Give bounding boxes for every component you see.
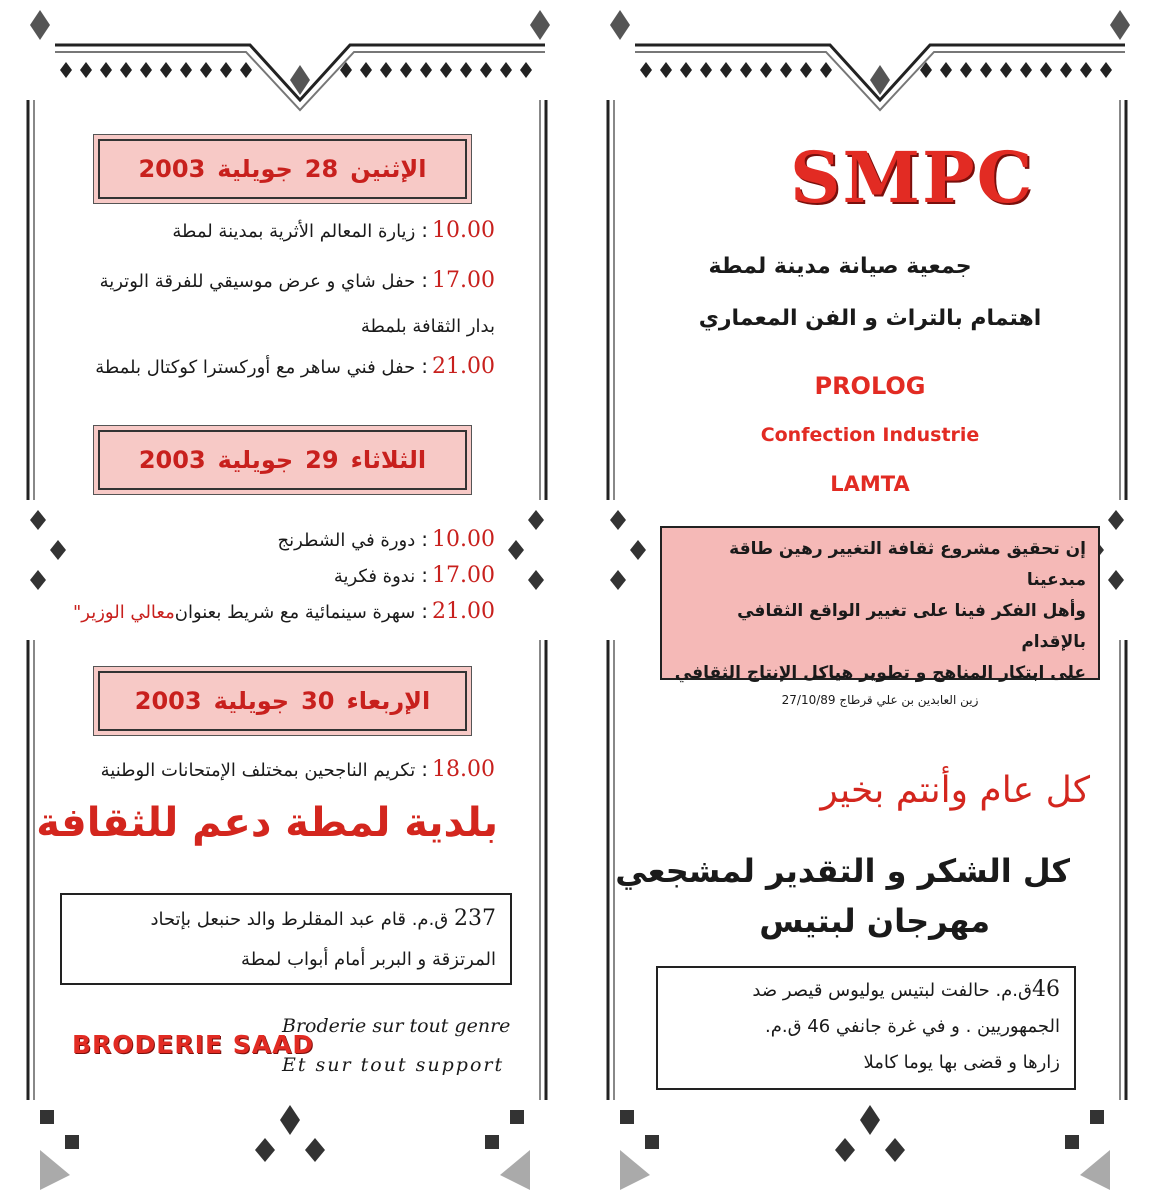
event-row: [73, 599, 495, 624]
presidential-quote: [660, 526, 1100, 707]
sponsor-name: PROLOG: [814, 372, 926, 400]
day-month: جويلية: [217, 446, 294, 474]
event-colon: :: [421, 527, 429, 551]
day-year: 2003: [138, 155, 206, 183]
quote-signature: زين العابدين بن علي قرطاج 27/10/89: [781, 693, 979, 707]
quote-line: إن تحقيق مشروع ثقافة التغيير رهين طاقة مبدعينا: [729, 539, 1086, 590]
event-text: بدار الثقافة بلمطة: [360, 316, 495, 337]
event-text: دورة في الشطرنج: [277, 530, 416, 551]
ad-line: Et sur tout support: [282, 1054, 505, 1076]
sponsor-activity: Confection Industrie: [760, 424, 980, 446]
event-row: [95, 354, 495, 379]
day-weekday: الإربعاء: [346, 687, 431, 715]
history-year: 46: [1032, 977, 1060, 1002]
day-number: 29: [305, 446, 339, 474]
history-line: الجمهوريين . و في غرة جانفي 46 ق.م.: [765, 1016, 1060, 1037]
right-panel: [590, 0, 1150, 1200]
event-time: 10.00: [432, 527, 495, 552]
history-line: ق.م. قام عبد المقلرط والد حنبعل بإتحاد: [150, 909, 449, 930]
smpc-logo: SMPC: [790, 136, 1035, 219]
event-time: 17.00: [432, 563, 495, 588]
day-year: 2003: [138, 446, 206, 474]
event-text: حفل فني ساهر مع أوركسترا كوكتال بلمطة: [95, 357, 416, 378]
event-text: زيارة المعالم الأثرية بمدينة لمطة: [172, 221, 416, 242]
day-number: 28: [304, 155, 339, 183]
thanks-line: كل الشكر و التقدير لمشجعي: [615, 852, 1070, 890]
event-row: [278, 527, 496, 552]
event-time: 18.00: [432, 757, 495, 782]
history-note: [60, 893, 512, 985]
event-colon: :: [421, 218, 429, 242]
event-row: [172, 218, 495, 243]
ad-line: Broderie sur tout genre: [282, 1015, 511, 1037]
event-time: 17.00: [432, 268, 495, 293]
history-line: ق.م. حالفت لبتيس يوليوس قيصر ضد: [752, 980, 1032, 1001]
history-line: المرتزقة و البربر أمام أبواب لمطة: [241, 949, 496, 970]
event-text: سهرة سينمائية مع شريط بعنوان: [174, 602, 416, 623]
event-text: حفل شاي و عرض موسيقي للفرقة الوترية: [99, 271, 416, 292]
event-colon: :: [421, 354, 429, 378]
sponsor-location: LAMTA: [830, 472, 910, 496]
event-colon: :: [421, 563, 429, 587]
event-text: ندوة فكرية: [333, 566, 416, 587]
event-row-continuation: [361, 316, 495, 337]
event-row: [100, 268, 495, 293]
quote-line: على ابتكار المناهج و تطوير هياكل الإنتاج الثقافي: [674, 663, 1086, 683]
day-year: 2003: [134, 687, 202, 715]
quote-line: وأهل الفكر فينا على تغيير الواقع الثقافي بالإقدام: [737, 601, 1086, 652]
broderie-saad-logo: BRODERIE SAAD: [72, 1030, 315, 1059]
day-weekday: الثلاثاء: [350, 446, 427, 474]
history-year: 237: [454, 906, 496, 931]
organization-name: جمعية صيانة مدينة لمطة: [708, 254, 972, 279]
festival-name: مهرجان لبتيس: [759, 902, 990, 940]
municipality-slogan: بلدية لمطة دعم للثقافة: [36, 800, 498, 846]
day-header-tuesday: [98, 430, 467, 490]
left-panel: [10, 0, 570, 1200]
event-row: [101, 757, 495, 782]
history-line: زارها و قضى بها يوما كاملا: [863, 1052, 1060, 1073]
event-row: [334, 563, 495, 588]
film-title: معالي الوزير": [73, 602, 175, 623]
organization-tagline: اهتمام بالتراث و الفن المعماري: [698, 306, 1042, 331]
day-month: جويلية: [217, 155, 293, 183]
day-number: 30: [301, 687, 335, 715]
event-colon: :: [421, 268, 429, 292]
event-time: 21.00: [432, 599, 495, 624]
day-weekday: الإثنين: [350, 155, 427, 183]
event-colon: :: [421, 757, 429, 781]
event-text: تكريم الناجحين بمختلف الإمتحانات الوطنية: [100, 760, 416, 781]
day-header-monday: [98, 139, 467, 199]
event-colon: :: [421, 599, 429, 623]
history-note: [656, 966, 1076, 1090]
event-time: 10.00: [432, 218, 495, 243]
eid-greeting: كل عام وأنتم بخير: [820, 770, 1090, 811]
day-header-wednesday: [98, 671, 467, 731]
event-time: 21.00: [432, 354, 495, 379]
day-month: جويلية: [213, 687, 290, 715]
